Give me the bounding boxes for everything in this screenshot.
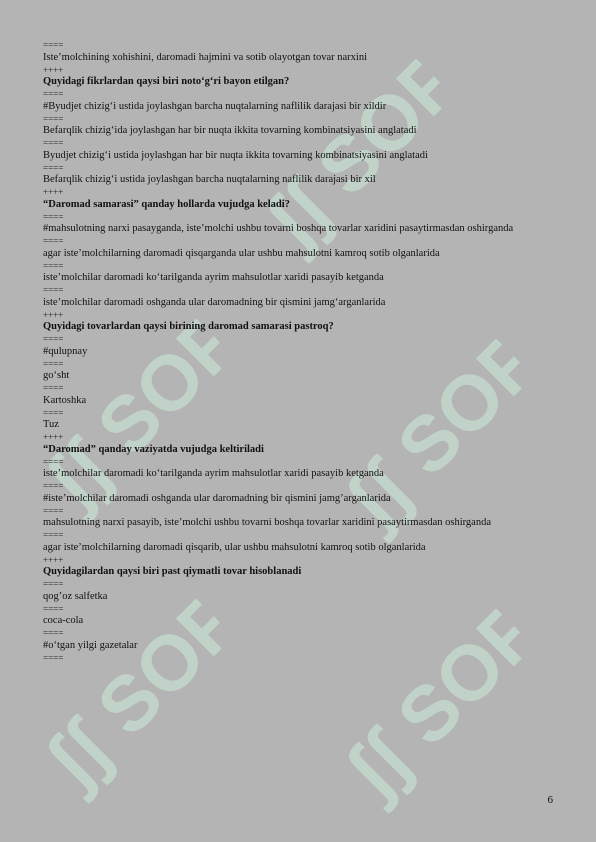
separator-marker: ==== bbox=[43, 138, 64, 148]
separator-marker: ==== bbox=[43, 211, 64, 222]
answer-option: #o‘tgan yilgi gazetalar bbox=[43, 639, 138, 651]
answer-option: #mahsulotning narxi pasayganda, iste’molchi ushbu tovarni boshqa tovarlar xaridini pasaytirmasdan oshirganda bbox=[43, 223, 514, 234]
separator-marker: ==== bbox=[43, 652, 64, 663]
separator-marker: ==== bbox=[43, 579, 64, 589]
separator-marker: ++++ bbox=[43, 187, 64, 197]
separator-marker: ==== bbox=[43, 383, 64, 393]
separator-marker: ==== bbox=[43, 113, 64, 124]
answer-option: mahsulotning narxi pasayib, iste’molchi ushbu tovarni boshqa tovarlar xaridini pasaytirmasdan oshirganda bbox=[43, 517, 492, 528]
separator-marker: ==== bbox=[43, 456, 64, 467]
separator-marker: ==== bbox=[43, 481, 64, 491]
separator-marker: ++++ bbox=[43, 432, 64, 442]
separator-marker: ==== bbox=[43, 89, 64, 99]
answer-option: #iste’molchilar daromadi oshganda ular daromadning bir qismini jamg’arganlarida bbox=[43, 492, 391, 504]
question-text: “Daromad samarasi” qanday hollarda vujudga keladi? bbox=[43, 198, 290, 210]
answer-option: iste’molchilar daromadi ko‘tarilganda ayrim mahsulotlar xaridi pasayib ketganda bbox=[43, 272, 384, 283]
document-body bbox=[43, 41, 553, 663]
separator-marker: ++++ bbox=[43, 64, 64, 75]
question-text: Quyidagilardan qaysi biri past qiymatli tovar hisoblanadi bbox=[43, 566, 302, 577]
separator-marker: ++++ bbox=[43, 554, 64, 565]
separator-marker: ==== bbox=[43, 334, 64, 344]
answer-option: Befarqlik chizig‘i ustida joylashgan barcha nuqtalarning naflilik darajasi bir xil bbox=[43, 174, 376, 185]
question-text: Quyidagi tovarlardan qaysi birining daromad samarasi pastroq? bbox=[43, 321, 334, 332]
answer-option: #Byudjet chizig‘i ustida joylashgan barcha nuqtalarning naflilik darajasi bir xildir bbox=[43, 100, 387, 112]
separator-marker: ==== bbox=[43, 162, 64, 173]
separator-marker: ++++ bbox=[43, 309, 64, 320]
page-number: 6 bbox=[547, 794, 553, 806]
svg-text:ʃʃ SOFF: ʃʃ SOFF bbox=[28, 576, 259, 804]
answer-option: iste’molchilar daromadi ko‘tarilganda ayrim mahsulotlar xaridi pasayib ketganda bbox=[43, 468, 384, 479]
svg-text:ʃʃ SOFF: ʃʃ SOFF bbox=[28, 296, 259, 524]
answer-option: Kartoshka bbox=[43, 394, 87, 406]
answer-option: Byudjet chizig‘i ustida joylashgan har bir nuqta ikkita tovarning kombinatsiyasini anglatadi bbox=[43, 149, 428, 161]
answer-option: Befarqlik chizig‘ida joylashgan har bir nuqta ikkita tovarning kombinatsiyasini anglatadi bbox=[43, 125, 417, 136]
question-text: “Daromad” qanday vaziyatda vujudga keltiriladi bbox=[43, 443, 264, 455]
separator-marker: ==== bbox=[43, 358, 64, 369]
answer-option: go‘sht bbox=[43, 370, 70, 381]
answer-option: Tuz bbox=[43, 419, 59, 430]
separator-marker: ==== bbox=[43, 603, 64, 614]
separator-marker: ==== bbox=[43, 407, 64, 418]
answer-option: qog’oz salfetka bbox=[43, 590, 108, 602]
answer-option: agar iste’molchilarning daromadi qisqarganda ular ushbu mahsulotni kamroq sotib olganlarida bbox=[43, 247, 440, 259]
answer-option: iste’molchilar daromadi oshganda ular daromadning bir qismini jamg‘arganlarida bbox=[43, 296, 386, 308]
separator-marker: ==== bbox=[43, 285, 64, 295]
separator-marker: ==== bbox=[43, 628, 64, 638]
separator-marker: ==== bbox=[43, 260, 64, 271]
answer-option: agar iste’molchilarning daromadi qisqarib, ular ushbu mahsulotni kamroq sotib olganlarida bbox=[43, 541, 426, 553]
separator-marker: ==== bbox=[43, 530, 64, 540]
question-text: Quyidagi fikrlardan qaysi biri noto‘g‘ri bayon etilgan? bbox=[43, 76, 290, 87]
answer-option: Iste’molchining xohishini, daromadi hajmini va sotib olayotgan tovar narxini bbox=[43, 51, 367, 63]
separator-marker: ==== bbox=[43, 40, 64, 50]
separator-marker: ==== bbox=[43, 236, 64, 246]
svg-text:ʃʃ SOFF: ʃʃ SOFF bbox=[248, 36, 479, 264]
answer-option: coca-cola bbox=[43, 615, 84, 626]
svg-text:ʃʃ SOFF: ʃʃ SOFF bbox=[328, 316, 559, 544]
svg-text:ʃʃ SOFF: ʃʃ SOFF bbox=[328, 586, 559, 814]
separator-marker: ==== bbox=[43, 505, 64, 516]
answer-option: #qulupnay bbox=[43, 345, 88, 357]
